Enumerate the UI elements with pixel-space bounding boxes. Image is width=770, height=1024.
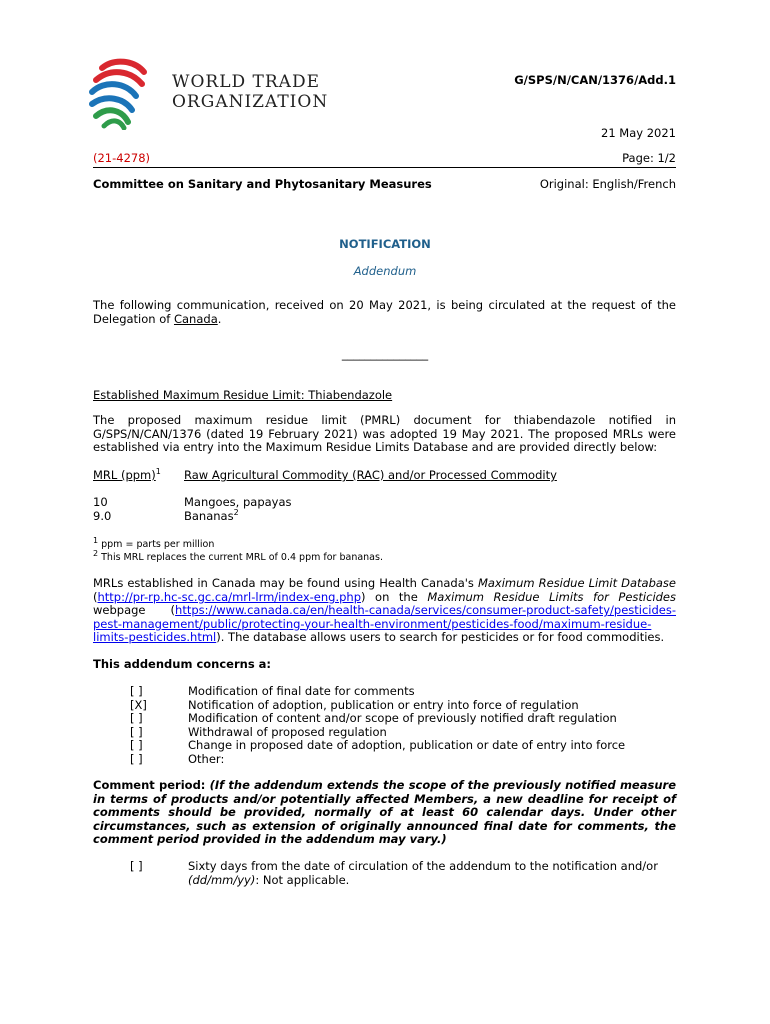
document-date: 21 May 2021 (601, 126, 676, 140)
section-paragraph: The proposed maximum residue limit (PMRL) document for thiabendazole notified in G/SPS/N/CAN/1376 (dated 19 February 2021) was adopted 19 May 2021. The proposed MRLs were established via entry into the Maximum Residue Limits Database and are provided directly below: (93, 413, 676, 454)
checkbox: [ ] (130, 711, 143, 725)
page-indicator: Page: 1/2 (622, 151, 676, 165)
table-row (93, 507, 676, 524)
comment-period-paragraph: Comment period: (If the addendum extends the scope of the previously notified measure in terms of products and/or potentially affected Members, a new deadline for receipt of comments should be provided, normally of at least 60 calendar days. Under other circumstances, such as extension of originally announced final date for comments, the comment period provided in the addendum may vary.) (93, 778, 676, 846)
checkbox: [ ] (130, 724, 143, 739)
col-header-mrl: MRL (ppm) (93, 468, 156, 482)
cell-commodity: Bananas$^2$ (184, 507, 239, 523)
document-symbol: G/SPS/N/CAN/1376/Add.1 (514, 73, 676, 87)
comment-option: [ ] Sixty days from the date of circulation of the addendum to the notification and/or (dd/mm/yy): Not applicable. (130, 859, 658, 887)
list-item: [ ] Other: (130, 751, 225, 766)
list-item: [ ] Withdrawal of proposed regulation (130, 724, 387, 739)
committee-name: Committee on Sanitary and Phytosanitary Measures (93, 177, 432, 191)
table-header-row: MRL (ppm)$^1$ Raw Agricultural Commodity (RAC) and/or Processed Commodity (93, 467, 557, 482)
concerns-heading: This addendum concerns a: (93, 657, 272, 671)
footnotes (93, 535, 383, 564)
org-name-line1: WORLD TRADE (172, 72, 320, 92)
footnote-1: $^1$ ppm = parts per million (93, 535, 215, 550)
list-item: [X] Notification of adoption, publication or entry into force of regulation (130, 697, 579, 712)
list-item: [ ] Change in proposed date of adoption, publication or date of entry into force (130, 738, 626, 752)
list-item: [ ] Modification of content and/or scope of previously notified draft regulation (130, 711, 617, 725)
checkbox: [ ] (130, 738, 143, 752)
checkbox-checked: [X] (130, 697, 147, 712)
checkbox: [ ] (130, 859, 143, 873)
org-name-line2: ORGANIZATION (172, 92, 329, 112)
cell-mrl: 10 (93, 495, 108, 509)
checkbox: [ ] (130, 751, 143, 766)
cell-mrl: 9.0 (93, 508, 112, 523)
comment-period-label: Comment period: (93, 778, 210, 792)
checkbox: [ ] (130, 684, 143, 698)
country-name: Canada (173, 311, 218, 326)
wto-emblem-icon (84, 58, 156, 130)
list-item: [ ] Modification of final date for comments (130, 684, 415, 698)
wto-logo (84, 58, 334, 130)
header-divider (93, 167, 676, 168)
mrl-table (93, 468, 676, 523)
separator-line: _______________ (341, 347, 429, 361)
footnote-2: $^2$ This MRL replaces the current MRL of 0.4 ppm for bananas. (93, 548, 383, 563)
concerns-list (0, 685, 700, 766)
col-header-commodity: Raw Agricultural Commodity (RAC) and/or Processed Commodity (184, 468, 557, 482)
mrl-database-link[interactable]: http://pr-rp.hc-sc.gc.ca/mrl-lrm/index-eng.php (97, 589, 362, 604)
table-row (93, 496, 676, 510)
intro-paragraph: The following communication, received on 20 May 2021, is being circulated at the request of the Delegation of Canada. (93, 298, 676, 326)
pesticides-webpage-link[interactable]: https://www.canada.ca/en/health-canada/services/consumer-product-safety/pesticides-pest-management/public/protecting-your-health-environment/pesticides-food/maximum-residue-limits-pesticides.html (93, 603, 676, 644)
addendum-subheading: Addendum (353, 264, 417, 278)
original-language: Original: English/French (539, 177, 676, 191)
cell-commodity: Mangoes, papayas (184, 495, 292, 509)
document-number: (21-4278) (93, 151, 151, 165)
database-paragraph: MRLs established in Canada may be found using Health Canada's Maximum Residue Limit Database (http://pr-rp.hc-sc.gc.ca/mrl-lrm/index-eng.php) on the Maximum Residue Limits for Pesticides webpage (https://www.canada.ca/en/health-canada/services/consumer-product-safety/pesticides-pest-management/public/protecting-your-health-environment/pesticides-food/maximum-residue-limits-pesticides.html). The database allows users to search for pesticides or for food commodities. (93, 576, 677, 644)
section-title: Established Maximum Residue Limit: Thiabendazole (93, 388, 393, 402)
notification-heading: NOTIFICATION (339, 237, 431, 251)
